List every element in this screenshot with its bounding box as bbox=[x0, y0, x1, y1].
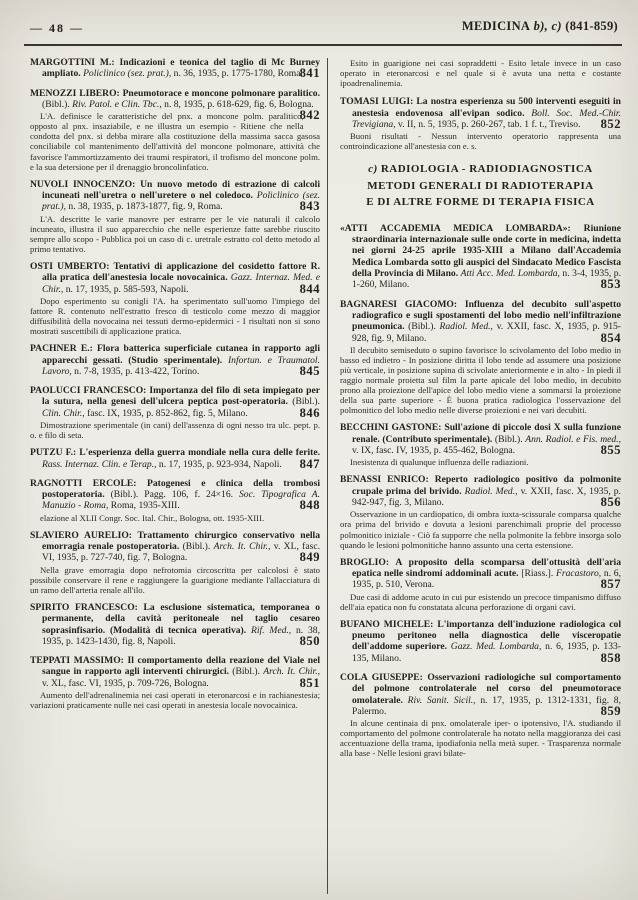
entry-reference-number: 850 bbox=[299, 633, 320, 648]
entry-heading: NUVOLI INNOCENZO: Un nuovo metodo di estrazione di calcoli incuneati nell'uretra o nell'uretere o nel coledoco. bbox=[30, 178, 320, 202]
right-entries-before-section bbox=[340, 96, 621, 151]
running-title-range: (841-859) bbox=[565, 19, 618, 33]
entry-journal: Riv. Patol. e Clin. Tbc., bbox=[72, 98, 162, 110]
entry-reference-number: 851 bbox=[299, 675, 320, 690]
right-entries-after-section bbox=[340, 223, 621, 759]
right-column bbox=[340, 57, 621, 766]
entry-issue-detail: v. XXII, fasc. X, 1935, p. 915-928, fig. 9, Milano. bbox=[352, 321, 621, 344]
entry-reference-number: 842 bbox=[299, 108, 320, 123]
entry-annotation-tag: (Bibl.). bbox=[408, 321, 436, 333]
entry-citation bbox=[340, 298, 621, 345]
entry-issue-detail: n. 17, 1935, p. 923-934, Napoli. bbox=[158, 458, 282, 470]
entry-note: Il decubito semiseduto o supino favorisce lo scivolamento del lobo medio in basso ed indietro - In posizione diritta il lobo tende ad assumere una posizione più verticale, in posizione supina di scivolate anteriormente e in alto - In piedi il raggio normale proietta sul film la parte apicale del lobo medio, in decubito prono alla proiezione dell'apice del lobo medio viene a sommarsi la proiezione della sua parte superiore - È buona pratica radiologica l'osservazione del polmonitico del lobo medio nelle diverse proiezioni e nei vari decubiti. bbox=[340, 344, 621, 416]
entry-issue-detail: v. XL, fasc. VI, 1935, p. 709-726, Bologna. bbox=[42, 677, 209, 689]
entry-citation bbox=[340, 96, 621, 131]
bibliography-entry bbox=[340, 619, 621, 665]
entry-issue-detail: n. 17, 1935, p. 585-593, Napoli. bbox=[65, 283, 189, 295]
entry-citation bbox=[30, 343, 320, 378]
bibliography-entry bbox=[30, 447, 320, 471]
entry-reference-number: 846 bbox=[299, 405, 320, 420]
bibliography-entry bbox=[30, 179, 320, 254]
bibliography-entry bbox=[30, 385, 320, 440]
section-heading-line-3: E DI ALTRE FORME DI TERAPIA FISICA bbox=[366, 196, 595, 209]
entry-note: In alcune centinaia di pnx. omolaterale iper- o ipotensivo, l'A. studiando il comportamento del polmone controlaterale ha notato nella maggioranza dei casi accentuazione della trama, ipodiafonia nella metà super. - Trasparenza normale alla base - Nelle lesioni gravi bilate- bbox=[340, 718, 621, 759]
entry-note: Due casi di addome acuto in cui pur esistendo un precoce timpanismo diffuso dell'aia epatica non fu constatata alcuna perforazione di organi cavi. bbox=[340, 591, 621, 612]
bibliography-entry bbox=[340, 223, 621, 292]
bibliography-entry bbox=[340, 672, 621, 759]
entry-citation bbox=[340, 222, 621, 292]
entry-journal: Infortun. e Traumatol. Lavoro, bbox=[42, 354, 320, 377]
entry-issue-detail: v. XL, fasc. VI, 1935, p. 727-740, fig. 7, Bologna. bbox=[42, 541, 320, 564]
entry-citation bbox=[340, 618, 621, 665]
bibliography-entry bbox=[30, 343, 320, 378]
entry-issue-detail: n. 38, 1935, p. 1873-1877, fig. 9, Roma. bbox=[68, 201, 223, 213]
entry-reference-number: 847 bbox=[299, 456, 320, 471]
entry-journal: Soc. Tipografica A. Manuzio - Roma, bbox=[42, 489, 320, 512]
entry-issue-detail: v. XXII, fasc. X, 1935, p. 942-947, fig. 3, Milano. bbox=[352, 485, 621, 509]
entry-heading: BROGLIO: A proposito della scomparsa dell'ottusità dell'aria epatica nelle sindromi addominali acute. bbox=[340, 556, 621, 580]
entry-journal: Rass. Internaz. Clin. e Terap., bbox=[42, 458, 157, 470]
entry-note: Dimostrazione sperimentale (in cani) dell'assenza di ogni nesso tra ulc. pept. p. o. e filo di seta. bbox=[30, 420, 320, 441]
entry-issue-detail: n. 6, 1935, p. 510, Verona. bbox=[352, 568, 621, 591]
entry-citation bbox=[30, 87, 320, 123]
entry-reference-number: 843 bbox=[299, 199, 320, 214]
entry-issue-detail: n. 6, 1935, p. 133-135, Milano. bbox=[352, 641, 621, 664]
entry-citation bbox=[30, 385, 320, 420]
bibliography-entry bbox=[340, 299, 621, 416]
entry-note: Inesistenza di qualunque influenza delle radiazioni. bbox=[350, 457, 529, 468]
entry-note: Aumento dell'adrenalinemia nei casi operati in eteronarcosi e in rachianestesia; variazioni praticamente nulle nei casi operati in anestesia locale novocainica. bbox=[30, 690, 320, 711]
running-title bbox=[462, 19, 618, 34]
entry-annotation-tag: (Bibl.). bbox=[232, 666, 260, 678]
entry-citation bbox=[30, 529, 320, 565]
bibliography-entry bbox=[30, 602, 320, 648]
entry-issue-detail: n. 36, 1935, p. 1775-1780, Roma. bbox=[173, 68, 303, 80]
entry-issue-detail: Roma, 1935-XIII. bbox=[110, 500, 180, 512]
entry-journal: Rif. Med., bbox=[250, 624, 292, 636]
bibliography-entry bbox=[30, 655, 320, 710]
entry-citation bbox=[340, 672, 621, 718]
entry-reference-number: 858 bbox=[600, 650, 621, 665]
entry-annotation-tag: [Riass.]. bbox=[521, 568, 554, 580]
bibliography-entry bbox=[30, 530, 320, 595]
entry-reference-number: 848 bbox=[299, 498, 320, 513]
bibliography-entry bbox=[340, 557, 621, 612]
entry-citation bbox=[340, 474, 621, 510]
bibliography-entry bbox=[340, 474, 621, 549]
section-kicker: c) bbox=[368, 163, 378, 176]
entry-annotation-tag: (Bibl.). bbox=[494, 433, 523, 445]
bibliography-entry bbox=[30, 88, 320, 172]
entry-heading: SPIRITO FRANCESCO: La esclusione sistematica, temporanea o permanente, della cavità peritoneale nel taglio cesareo soprasinfisario. (Modalità di tecnica operativa). bbox=[30, 602, 320, 636]
entry-issue-detail: n. 8, 1935, p. 618-629, fig. 6, Bologna. bbox=[164, 98, 314, 110]
bibliography-entry bbox=[340, 422, 621, 467]
entry-journal: Boll. Soc. Med.-Chir. Trevigiana, bbox=[352, 107, 621, 130]
entry-annotation-tag: (Bibl.). bbox=[292, 396, 320, 408]
entry-citation bbox=[30, 602, 320, 648]
entry-reference-number: 844 bbox=[299, 281, 320, 296]
entry-citation bbox=[340, 422, 621, 458]
entry-note: L'A. definisce le caratteristiche del pnx. a moncone polm. paralitico, opposto al pnx. insaziabile, e ne illustra un esempio - Ritiene che nella condotta del pnx. si debba mirare alla costituzione della massima sacca gasosa conciliabile col mantenimento dell'attività del moncone polmonare, attività che favorisce l'ammortizzamento dei traumi respiratori, il trofismo del moncone polm. e la sua detersione per il drenaggio broncolinfatico. bbox=[30, 111, 320, 172]
entry-journal: Policlinico (sez. prat.), bbox=[42, 190, 320, 213]
entry-reference-number: 852 bbox=[600, 116, 621, 131]
entry-journal: Clin. Chir., bbox=[42, 407, 85, 419]
entry-heading: COLA GIUSEPPE: Osservazioni radiologiche sul comportamento del polmone controlaterale nel corso del pneumotorace omolaterale. bbox=[340, 672, 621, 706]
entry-reference-number: 841 bbox=[299, 66, 320, 81]
running-title-main: MEDICINA bbox=[461, 19, 531, 33]
entry-citation bbox=[30, 655, 320, 690]
entry-annotation-tag: (Bibl.). bbox=[182, 541, 211, 553]
entry-issue-detail: n. 17, 1935, p. 1312-1331, fig. 8, Palermo. bbox=[352, 694, 621, 717]
entry-annotation-tag: (Bibl.). bbox=[42, 98, 70, 110]
entry-journal: Gazz. Internaz. Med. e Chir., bbox=[42, 272, 320, 295]
entry-note: Nella grave emorragia dopo nefrotomia circoscritta per calcolosi è stato possibile conservare il rene e raggiungere la guarigione mediante l'allacciatura di un ramo dell'arteria renale all'ilo. bbox=[30, 564, 320, 595]
left-column bbox=[30, 57, 320, 717]
entry-citation bbox=[30, 57, 320, 81]
bibliography-entry bbox=[30, 261, 320, 336]
entry-note: Dopo esperimento su conigli l'A. ha sperimentato sull'uomo l'impiego del fattore R. contenuto nell'estratto fresco di testicolo come mezzo di maggior diffusibilità della novocaina nei tessuti dermo-epidermici - I risultati non si sono mostrati suscettibili di applicazione pratica. bbox=[30, 295, 320, 337]
entry-citation bbox=[30, 261, 320, 296]
section-heading-line-2: METODI GENERALI DI RADIOTERAPIA bbox=[367, 179, 594, 192]
entry-issue-detail: fasc. IX, 1935, p. 852-862, fig. 5, Milano. bbox=[87, 407, 248, 419]
entry-reference-number: 849 bbox=[299, 550, 320, 565]
header-rule bbox=[24, 44, 622, 46]
entry-issue-detail: n. 38, 1935, p. 1423-1430, fig. 8, Napoli. bbox=[42, 624, 320, 647]
entry-heading: BECCHINI GASTONE: Sull'azione di piccole dosi X sulla funzione renale. (Contributo sperimentale). bbox=[340, 422, 621, 445]
entry-heading: PUTZU F.: L'esperienza della guerra mondiale nella cura delle ferite. bbox=[30, 447, 320, 459]
entry-annotation-tag: (Bibl.). Pagg. 106, f. 24×16. bbox=[110, 489, 234, 501]
entry-journal: Policlinico (sez. prat.), bbox=[83, 68, 172, 80]
left-entries-list bbox=[30, 57, 320, 710]
column-divider-rule bbox=[327, 58, 328, 894]
entry-heading: TEPPATI MASSIMO: Il comportamento della reazione del Viale nel sangue in rapporto agli interventi chirurgici. bbox=[30, 655, 320, 678]
entry-heading: BAGNARESI GIACOMO: Influenza del decubito sull'aspetto radiografico e sugli spostamenti del lobo medio nell'infiltrazione pneumonica. bbox=[340, 298, 621, 333]
entry-heading: PACHNER E.: Flora batterica superficiale cutanea in rapporto agli apparecchi gessati. (Studio sperimentale). bbox=[30, 343, 320, 366]
entry-heading: BENASSI ENRICO: Reperto radiologico positivo da polmonite crupale prima del brivido. bbox=[340, 474, 621, 497]
entry-reference-number: 859 bbox=[600, 703, 621, 718]
bibliography-entry bbox=[30, 57, 320, 81]
entry-citation bbox=[30, 178, 320, 214]
bibliography-entry bbox=[340, 96, 621, 151]
entry-heading: BUFANO MICHELE: L'importanza dell'induzione radiologica col pneumo peritoneo nella diagnostica delle visceropatie dell'addome superiore. bbox=[340, 618, 621, 653]
entry-issue-detail: v. II, n. 5, 1935, p. 260-267, tab. 1 f. t., Treviso. bbox=[398, 118, 581, 130]
section-heading bbox=[340, 161, 621, 211]
entry-journal: Arch. It. Chir., bbox=[213, 541, 271, 553]
entry-journal: Atti Acc. Med. Lombarda, bbox=[460, 268, 560, 280]
section-heading-line-1 bbox=[340, 161, 621, 178]
entry-journal: Gazz. Med. Lombarda, bbox=[450, 641, 542, 653]
entry-heading: «ATTI ACCADEMIA MEDICA LOMBARDA»: Riunione straordinaria internazionale sulle onde corte in medicina, indetta nei giorni 24-25 aprile 1935-XIII a Milano dall'Accademia Medica Lombarda sotto gli auspici del Sindacato Medico Fascista della Provincia di Milano. bbox=[340, 222, 621, 280]
entry-journal: Riv. Sanit. Sicil., bbox=[407, 694, 476, 706]
entry-heading: PAOLUCCI FRANCESCO: Importanza del filo di seta impiegato per la sutura, nella genesi dell'ulcera peptica post-operatoria. bbox=[30, 385, 320, 408]
entry-note: L'A. descritte le varie manovre per estrarre per le vie naturali il calcolo incuneato, illustra il suo apparecchio che nelle esperienze fatte sarebbe riuscito sempre allo scopo - Pubblica poi un caso di c. uretrale estratto col detto metodo al primo tentativo. bbox=[30, 213, 320, 254]
entry-note: elazione al XLII Congr. Soc. Ital. Chir., Bologna, ott. 1935-XIII. bbox=[40, 512, 265, 523]
entry-journal: Fracastoro, bbox=[555, 568, 602, 580]
bibliography-entry bbox=[30, 478, 320, 523]
entry-note: Buoni risultati - Nessun intervento operatorio rappresenta una controindicazione all'anestesia con e. s. bbox=[340, 131, 621, 152]
section-title-1: RADIOLOGIA - RADIODIAGNOSTICA bbox=[380, 163, 593, 176]
entry-reference-number: 855 bbox=[600, 443, 621, 458]
entry-heading: SLAVIERO AURELIO: Trattamento chirurgico conservativo nella emorragia renale postoperatoria. bbox=[30, 529, 320, 553]
entry-journal: Ann. Radiol. e Fis. med., bbox=[525, 433, 621, 445]
entry-reference-number: 856 bbox=[600, 495, 621, 510]
entry-heading: OSTI UMBERTO: Tentativi di applicazione del cosidetto fattore R. alla pratica dell'anestesia locale novocainica. bbox=[30, 261, 320, 284]
entry-reference-number: 857 bbox=[600, 577, 621, 592]
entry-heading: MENOZZI LIBERO: Pneumotorace e moncone polmonare paralitico. bbox=[30, 87, 320, 99]
entry-issue-detail: n. 7-8, 1935, p. 413-422, Torino. bbox=[74, 365, 200, 377]
entry-journal: Radiol. Med., bbox=[439, 321, 493, 333]
entry-heading: TOMASI LUIGI: La nostra esperienza su 500 interventi eseguiti in anestesia endovenosa all'evipan sodico. bbox=[340, 96, 621, 119]
running-title-sections: b), c) bbox=[533, 19, 562, 33]
entry-citation bbox=[340, 556, 621, 592]
entry-heading: RAGNOTTI ERCOLE: Patogenesi e clinica della trombosi postoperatoria. bbox=[30, 477, 320, 501]
entry-reference-number: 853 bbox=[600, 277, 621, 292]
entry-note: Osservazione in un cardiopatico, di ombra iuxta-scissurale comparsa qualche ora prima del brivido e dovuta a lesioni parenchimali proprie del processo polmonitico iniziale - Ciò fa supporre che nella polmonite la febbre insorga solo quando le lesioni polmonitiche hanno assunto una certa estensione. bbox=[340, 509, 621, 550]
entry-reference-number: 854 bbox=[600, 330, 621, 345]
page-number: — 48 — bbox=[30, 21, 84, 35]
entry-citation bbox=[30, 447, 320, 471]
entry-citation bbox=[30, 477, 320, 513]
entry-issue-detail: n. 3-4, 1935, p. 1-260, Milano. bbox=[352, 268, 621, 291]
entry-heading: MARGOTTINI M.: Indicazioni e teonica del taglio di Mc Burney ampliato. bbox=[30, 57, 320, 80]
entry-reference-number: 845 bbox=[299, 363, 320, 378]
entry-journal: Radiol. Med., bbox=[464, 485, 518, 497]
entry-issue-detail: v. IX, fasc. IV, 1935, p. 455-462, Bologna. bbox=[352, 445, 516, 457]
carryover-note: Esito in guarigione nei casi sopraddetti - Esito letale invece in un caso operato in eteronarcosi e nel quale si è avuta una netta e costante ipoadrenalinemia. bbox=[340, 58, 621, 89]
entry-journal: Arch. It. Chir., bbox=[263, 666, 320, 678]
